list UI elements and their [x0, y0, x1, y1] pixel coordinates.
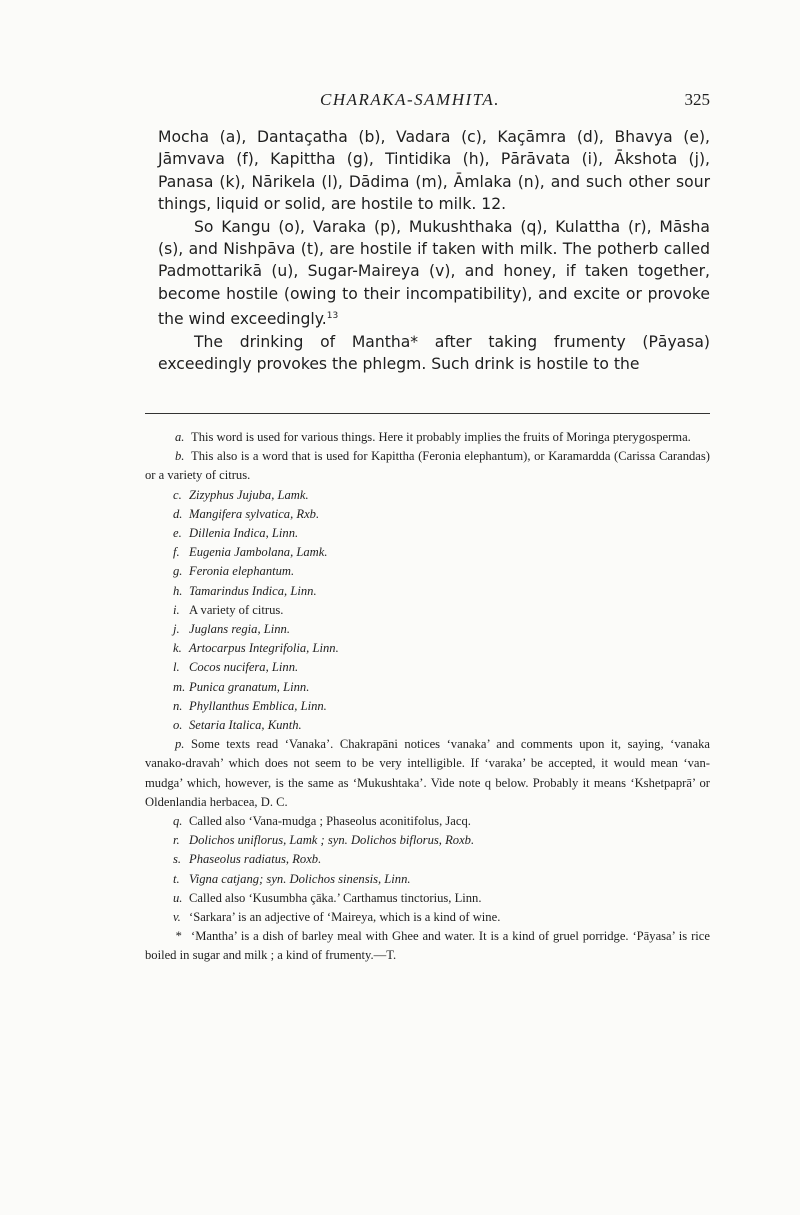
- footnote-u: u. Called also ‘Kusumbha çāka.’ Carthamus tinctorius, Linn.: [173, 890, 482, 905]
- footnote-h: h. Tamarindus Indica, Linn.: [173, 583, 317, 598]
- footnotes: [145, 428, 710, 966]
- footnote-j: j. Juglans regia, Linn.: [173, 622, 290, 637]
- running-title: CHARAKA-SAMHITA.: [320, 90, 500, 109]
- paragraph-2-text: So Kangu (o), Varaka (p), Mukushthaka (q), Kulattha (r), Māsha (s), and Nishpāva (t), are hostile if taken with milk. The potherb called Padmottarikā (u), Sugar-Maireya (v), and honey, if taken together, become hostile (owing to their incompatibility), and excite or provoke the wind exceedingly.: [158, 217, 710, 329]
- footnote-i: i. A variety of citrus.: [173, 602, 284, 617]
- footnote-m: m. Punica granatum, Linn.: [173, 679, 310, 694]
- paragraph-2: [158, 216, 710, 331]
- page-header: [150, 90, 710, 116]
- footnote-l: l. Cocos nucifera, Linn.: [173, 660, 299, 675]
- footnote-n: n. Phyllanthus Emblica, Linn.: [173, 698, 327, 713]
- footnote-star: * ‘Mantha’ is a dish of barley meal with Ghee and water. It is a kind of gruel porridge. ‘Pāyasa’ is rice boiled in sugar and milk ; a kind of frumenty.—T.: [145, 929, 710, 963]
- footnote-c: c. Zizyphus Jujuba, Lamk.: [173, 487, 309, 502]
- footnote-g: g. Feronia elephantum.: [173, 564, 295, 579]
- main-text: [158, 126, 710, 376]
- footnote-rule: [145, 413, 710, 414]
- paragraph-3: The drinking of Mantha* after taking frumenty (Pāyasa) exceedingly provokes the phlegm. Such drink is hostile to the: [158, 332, 710, 374]
- footnote-r: r. Dolichos uniflorus, Lamk ; syn. Dolichos biflorus, Roxb.: [173, 833, 475, 848]
- page-number: 325: [684, 90, 710, 109]
- footnote-a: a. This word is used for various things. Here it probably implies the fruits of Moringa pterygosperma.: [175, 430, 691, 444]
- footnote-b: b. This also is a word that is used for Kapittha (Feronia elephantum), or Karamardda (Carissa Carandas) or a variety of citrus.: [145, 449, 710, 483]
- footnote-v: v. ‘Sarkara’ is an adjective of ‘Maireya, which is a kind of wine.: [173, 910, 501, 925]
- footnote-t: t. Vigna catjang; syn. Dolichos sinensis, Linn.: [173, 871, 411, 886]
- footnote-f: f. Eugenia Jambolana, Lamk.: [173, 545, 328, 560]
- footnote-k: k. Artocarpus Integrifolia, Linn.: [173, 641, 339, 656]
- footnote-e: e. Dillenia Indica, Linn.: [173, 526, 299, 541]
- footnote-q: q. Called also ‘Vana-mudga ; Phaseolus aconitifolus, Jacq.: [173, 814, 471, 829]
- footnote-d: d. Mangifera sylvatica, Rxb.: [173, 506, 320, 521]
- paragraph-1: Mocha (a), Dantaçatha (b), Vadara (c), Kaçāmra (d), Bhavya (e), Jāmvava (f), Kapittha (g), Tintidika (h), Pārāvata (i), Ākshota (j), Panasa (k), Nārikela (l), Dādima (m), Āmlaka (n), and such other sour things, liquid or solid, are hostile to milk. 12.: [158, 128, 710, 214]
- footnote-s: s. Phaseolus radiatus, Roxb.: [173, 852, 322, 867]
- footnote-o: o. Setaria Italica, Kunth.: [173, 718, 302, 733]
- footnote-p: p. Some texts read ‘Vanaka’. Chakrapāni notices ‘vanaka’ and comments upon it, saying, ‘vanaka vanako-dravah’ which does not seem to be very intelligible. If ‘varaka’ be accepted, it would mean ‘van-mudga’ which, however, is the same as ‘Mukushtaka’. Vide note q below. Probably it means ‘Kshetpaprā’ or Oldenlandia herbacea, D. C.: [145, 737, 710, 809]
- verse-reference: 13: [326, 311, 339, 322]
